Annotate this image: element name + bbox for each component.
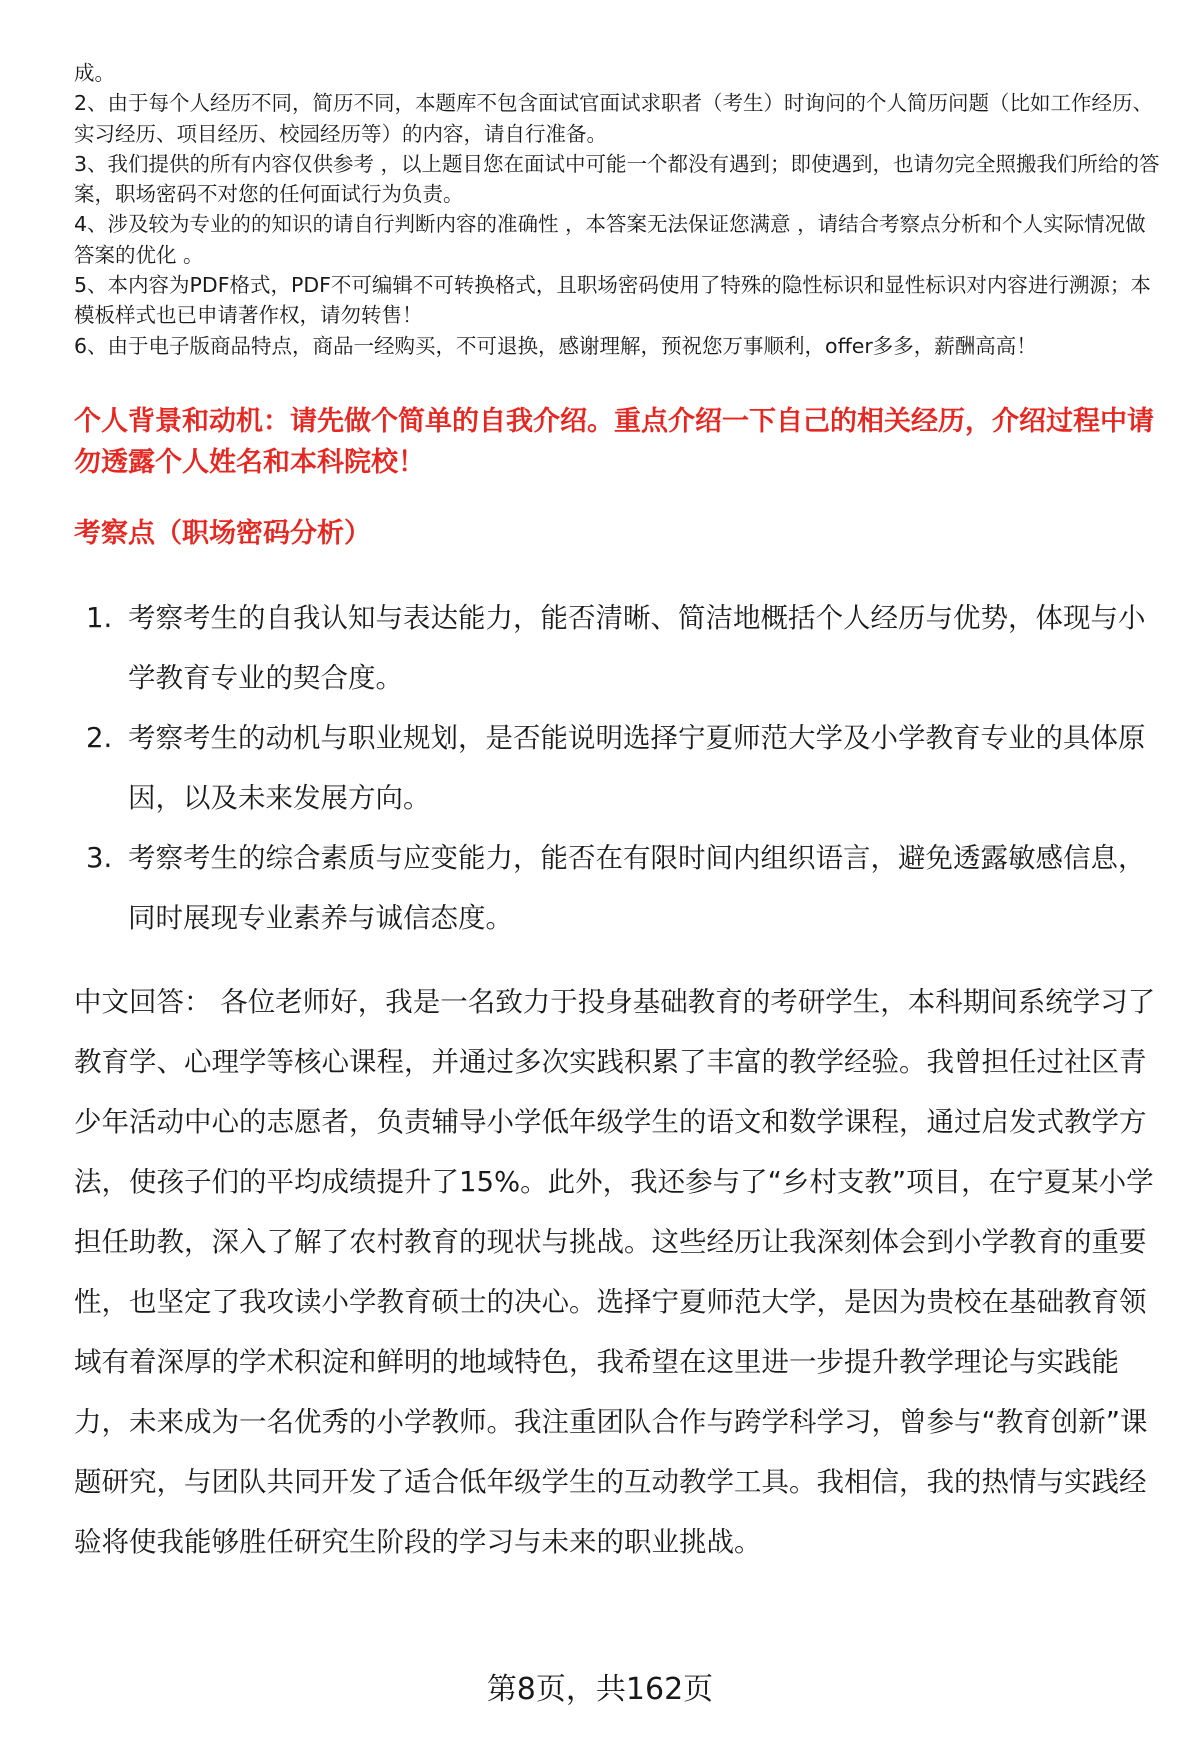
list-item-number: 2.: [86, 722, 113, 754]
note-item: 2、由于每个人经历不同，简历不同，本题库不包含面试官面试求职者（考生）时询问的个人简历问题（比如工作经历、实习经历、项目经历、校园经历等）的内容，请自行准备。: [74, 91, 1154, 146]
list-item-number: 3.: [86, 842, 113, 874]
points-title: 考察点（职场密码分析）: [74, 518, 371, 549]
answer-paragraph: 中文回答： 各位老师好，我是一名致力于投身基础教育的考研学生，本科期间系统学习了教育学、心理学等核心课程，并通过多次实践积累了丰富的教学经验。我曾担任过社区青少年活动中心的志愿者，负责辅导小学低年级学生的语文和数学课程，通过启发式教学方法，使孩子们的平均成绩提升了15%。此外，我还参与了“乡村支教”项目，在宁夏某小学担任助教，深入了解了农村教育的现状与挑战。这些经历让我深刻体会到小学教育的重要性，也坚定了我攻读小学教育硕士的决心。选择宁夏师范大学，是因为贵校在基础教育领域有着深厚的学术积淀和鲜明的地域特色，我希望在这里进一步提升教学理论与实践能力，未来成为一名优秀的小学教师。我注重团队合作与跨学科学习，曾参与“教育创新”课题研究，与团队共同开发了适合低年级学生的互动教学工具。我相信，我的热情与实践经验将使我能够胜任研究生阶段的学习与未来的职业挑战。: [74, 986, 1156, 1558]
list-item-text: 考察考生的综合素质与应变能力，能否在有限时间内组织语言，避免透露敏感信息，同时展现专业素养与诚信态度。: [128, 842, 1146, 934]
list-item-text: 考察考生的动机与职业规划，是否能说明选择宁夏师范大学及小学教育专业的具体原因，以及未来发展方向。: [128, 722, 1146, 814]
page-number: 第8页，共162页: [486, 1672, 714, 1707]
note-item: 5、本内容为PDF格式，PDF不可编辑不可转换格式，且职场密码使用了特殊的隐性标识和显性标识对内容进行溯源；本模板样式也已申请著作权，请勿转售！: [74, 273, 1151, 328]
note-item: 6、由于电子版商品特点，商品一经购买，不可退换，感谢理解，预祝您万事顺利，offer多多，薪酬高高！: [74, 333, 1037, 358]
note-item: 3、我们提供的所有内容仅供参考 ，以上题目您在面试中可能一个都没有遇到；即使遇到，也请勿完全照搬我们所给的答案，职场密码不对您的任何面试行为负责。: [74, 151, 1160, 207]
notes-section: [74, 58, 1164, 361]
note-item: 成。: [74, 61, 115, 85]
list-item-number: 1.: [86, 602, 113, 634]
list-item: [74, 708, 1164, 828]
note-item: 4、涉及较为专业的的知识的请自行判断内容的准确性 ，本答案无法保证您满意 ，请结合考察点分析和个人实际情况做答案的优化 。: [74, 212, 1146, 267]
points-list: [74, 588, 1164, 948]
list-item: [74, 828, 1164, 948]
list-item: [74, 588, 1164, 708]
list-item-text: 考察考生的自我认知与表达能力，能否清晰、简洁地概括个人经历与优势，体现与小学教育专业的契合度。: [128, 602, 1146, 694]
question-title: 个人背景和动机：请先做个简单的自我介绍。重点介绍一下自己的相关经历，介绍过程中请勿透露个人姓名和本科院校！: [74, 406, 1154, 478]
